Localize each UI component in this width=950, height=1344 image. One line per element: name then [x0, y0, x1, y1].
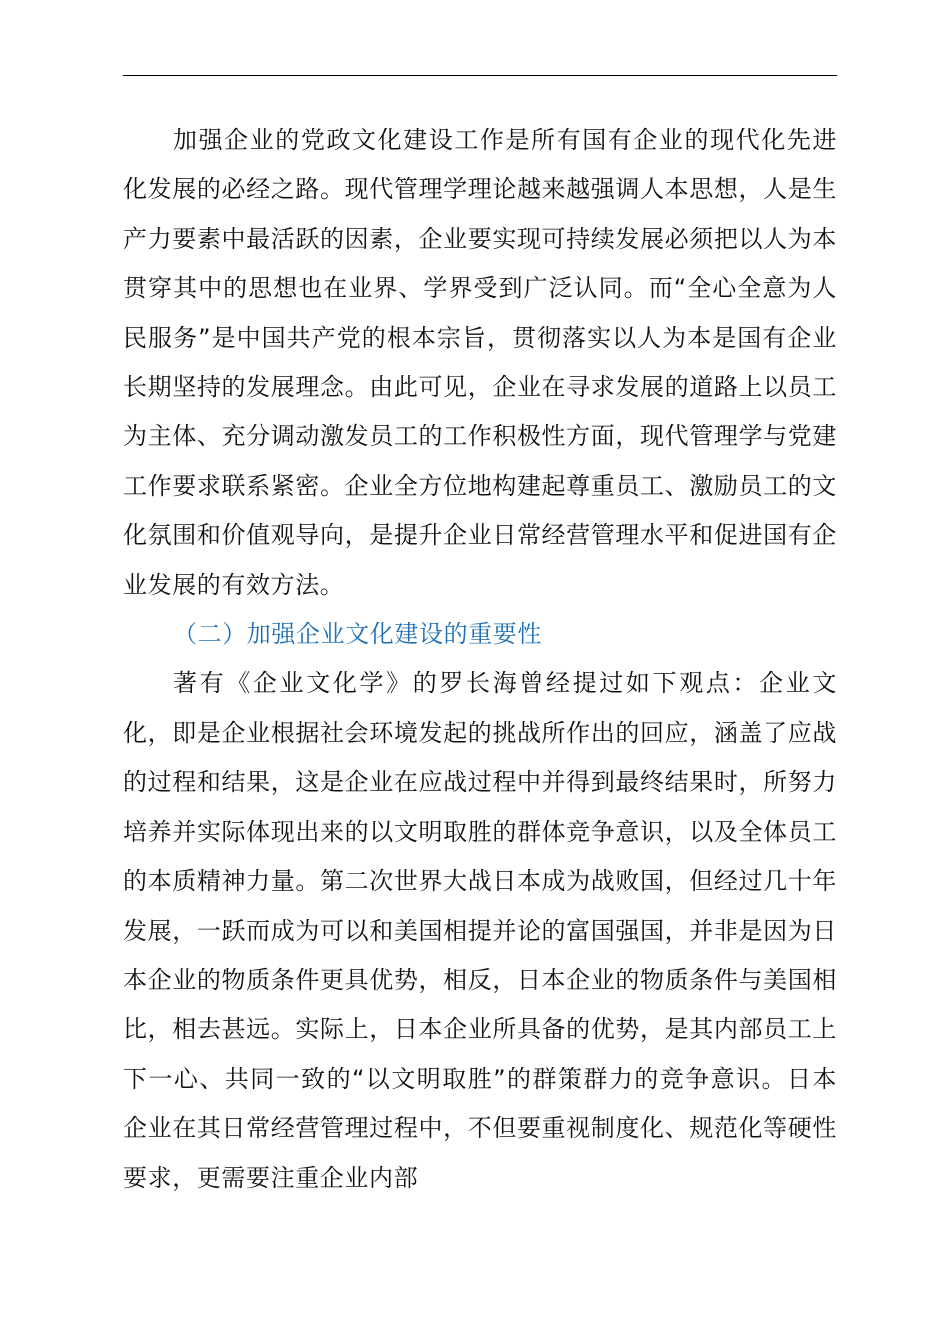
paragraph-party-culture: 加强企业的党政文化建设工作是所有国有企业的现代化先进化发展的必经之路。现代管理学理论越来越强调人本思想，人是生产力要素中最活跃的因素，企业要实现可持续发展必须把以人为本贯穿其中的思想也在业界、学界受到广泛认同。而“全心全意为人民服务”是中国共产党的根本宗旨，贯彻落实以人为本是国有企业长期坚持的发展理念。由此可见，企业在寻求发展的道路上以员工为主体、充分调动激发员工的工作积极性方面，现代管理学与党建工作要求联系紧密。企业全方位地构建起尊重员工、激励员工的文化氛围和价值观导向，是提升企业日常经营管理水平和促进国有企业发展的有效方法。 [123, 126, 837, 599]
section-heading: （二）加强企业文化建设的重要性 [173, 620, 542, 649]
header-rule [123, 75, 837, 76]
paragraph-corporate-culture: 著有《企业文化学》的罗长海曾经提过如下观点：企业文化，即是企业根据社会环境发起的挑战所作出的回应，涵盖了应战的过程和结果，这是企业在应战过程中并得到最终结果时，所努力培养并实际体现出来的以文明取胜的群体竞争意识，以及全体员工的本质精神力量。第二次世界大战日本成为战败国，但经过几十年发展，一跃而成为可以和美国相提并论的富国强国，并非是因为日本企业的物质条件更具优势，相反，日本企业的物质条件与美国相比，相去甚远。实际上，日本企业所具备的优势，是其内部员工上下一心、共同一致的“以文明取胜”的群策群力的竞争意识。日本企业在其日常经营管理过程中，不但要重视制度化、规范化等硬性要求，更需要注重企业内部 [123, 669, 837, 1192]
document-body [123, 116, 837, 1203]
